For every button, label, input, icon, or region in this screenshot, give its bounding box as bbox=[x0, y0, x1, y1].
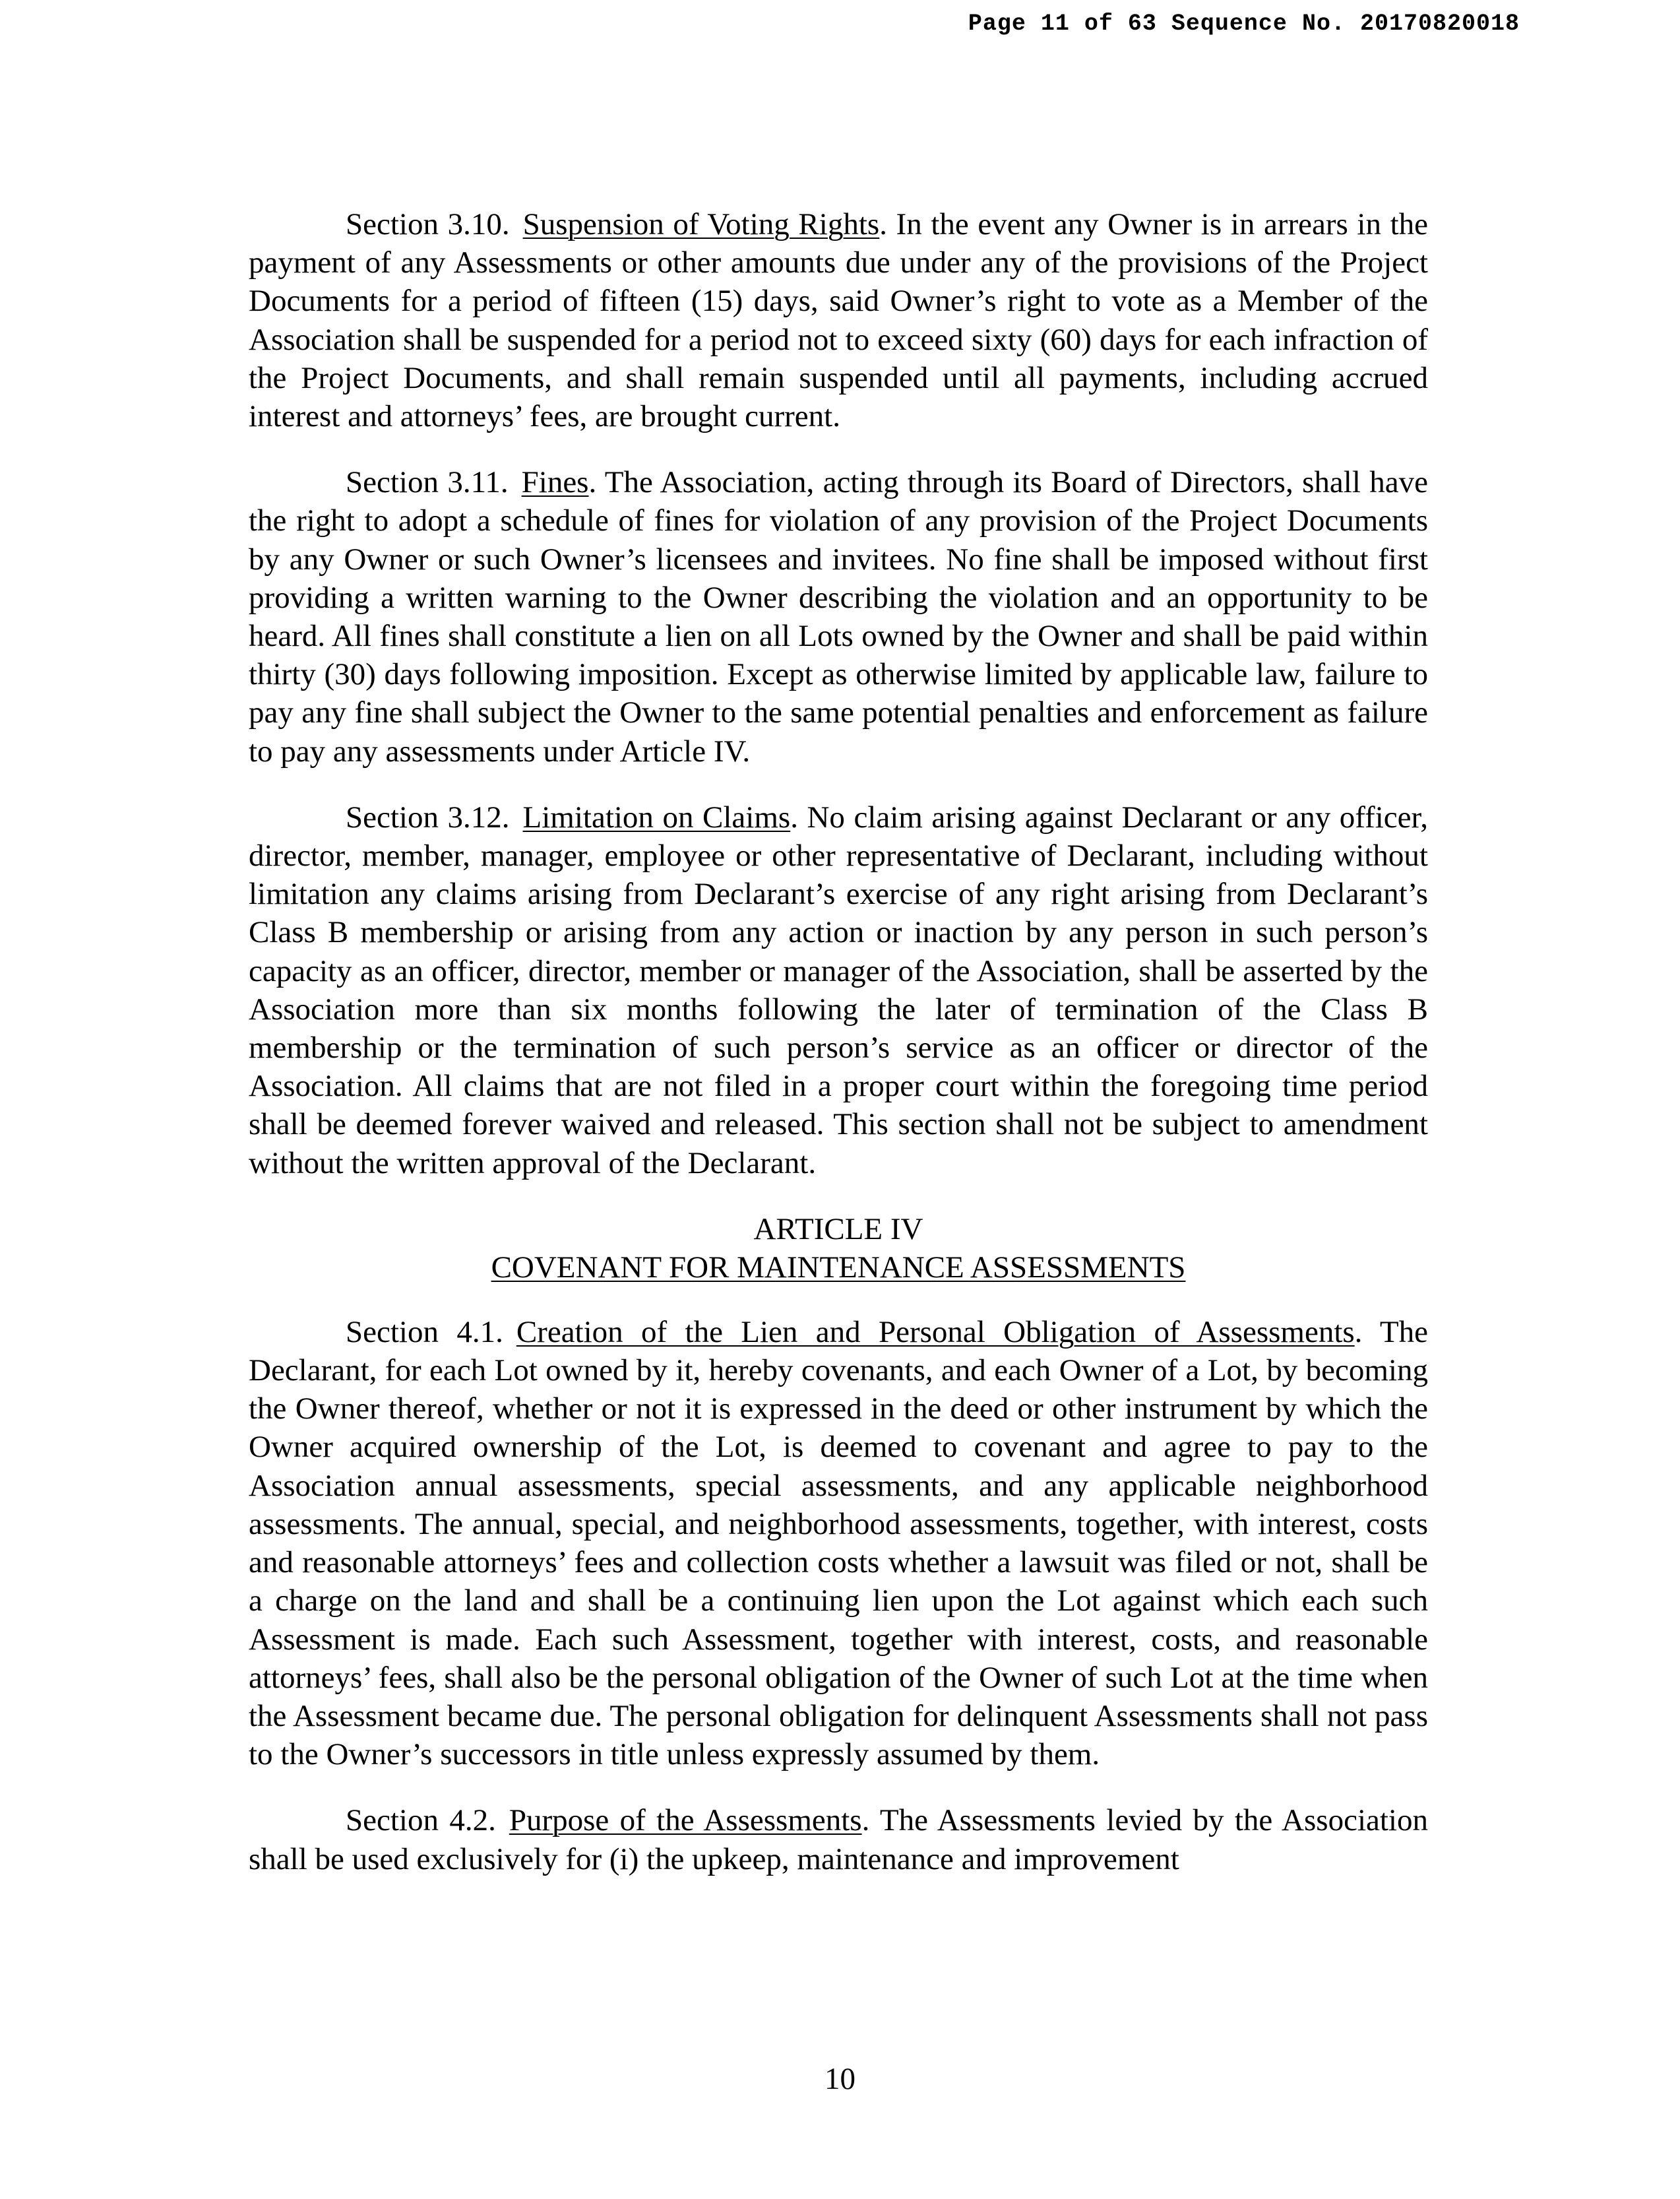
section-4-1 bbox=[249, 1313, 1428, 1773]
section-title: Limitation on Claims bbox=[522, 800, 791, 835]
section-number: Section 4.2. bbox=[346, 1803, 496, 1838]
article-title: COVENANT FOR MAINTENANCE ASSESSMENTS bbox=[491, 1250, 1186, 1285]
page-number: 10 bbox=[824, 2062, 856, 2096]
section-text: . The Assessments levied by the Association shall be used exclusively for (i) the upkeep, maintenance and improvement bbox=[249, 1803, 1428, 1876]
section-text: . No claim arising against Declarant or any officer, director, member, manager, employee or other representative of Declarant, including without limitation any claims arising from Declarant’s exercise of any right arising from Declarant’s Class B membership or arising from any action or inaction by any person in such person’s capacity as an officer, director, member or manager of the Association, shall be asserted by the Association more than six months following the later of termination of the Class B membership or the termination of such person’s service as an officer or director of the Association. All claims that are not filed in a proper court within the foregoing time period shall be deemed forever waived and released. This section shall not be subject to amendment without the written approval of the Declarant. bbox=[249, 800, 1429, 1180]
page-sequence-header: Page 11 of 63 Sequence No. 20170820018 bbox=[968, 11, 1520, 37]
section-text: . The Declarant, for each Lot owned by it, hereby covenants, and each Owner of a Lot, by becoming the Owner thereof, whether or not it is expressed in the deed or other instrument by which the Owner acquired ownership of the Lot, is deemed to covenant and agree to pay to the Association annual assessments, special assessments, and any applicable neighborhood assessments. The annual, special, and neighborhood assessments, together, with interest, costs and reasonable attorneys’ fees and collection costs whether a lawsuit was filed or not, shall be a charge on the land and shall be a continuing lien upon the Lot against which each such Assessment is made. Each such Assessment, together with interest, costs, and reasonable attorneys’ fees, shall also be the personal obligation of the Owner of such Lot at the time when the Assessment became due. The personal obligation for delinquent Assessments shall not pass to the Owner’s successors in title unless expressly assumed by them. bbox=[249, 1314, 1428, 1772]
section-4-2 bbox=[249, 1801, 1428, 1878]
article-heading bbox=[249, 1210, 1428, 1287]
section-3-12 bbox=[249, 798, 1428, 1182]
section-number: Section 4.1. bbox=[346, 1314, 503, 1349]
section-3-10 bbox=[249, 205, 1428, 435]
section-3-11 bbox=[249, 463, 1428, 771]
article-label: ARTICLE IV bbox=[753, 1211, 923, 1246]
document-body bbox=[249, 205, 1428, 1878]
section-text: . In the event any Owner is in arrears in the payment of any Assessments or other amounts due under any of the provisions of the Project Documents for a period of fifteen (15) days, said Owner’s right to vote as a Member of the Association shall be suspended for a period not to exceed sixty (60) days for each infraction of the Project Documents, and shall remain suspended until all payments, including accrued interest and attorneys’ fees, are brought current. bbox=[249, 207, 1428, 434]
section-title: Purpose of the Assessments bbox=[509, 1803, 862, 1838]
section-title: Creation of the Lien and Personal Obligation of Assessments bbox=[516, 1314, 1355, 1349]
section-number: Section 3.12. bbox=[346, 800, 510, 835]
section-text: . The Association, acting through its Board of Directors, shall have the right to adopt a schedule of fines for violation of any provision of the Project Documents by any Owner or such Owner’s licensees and invitees. No fine shall be imposed without first providing a written warning to the Owner describing the violation and an opportunity to be heard. All fines shall constitute a lien on all Lots owned by the Owner and shall be paid within thirty (30) days following imposition. Except as otherwise limited by applicable law, failure to pay any fine shall subject the Owner to the same potential penalties and enforcement as failure to pay any assessments under Article IV. bbox=[249, 465, 1428, 769]
section-title: Fines bbox=[521, 465, 589, 500]
section-title: Suspension of Voting Rights bbox=[522, 207, 880, 241]
section-number: Section 3.11. bbox=[346, 465, 509, 500]
section-number: Section 3.10. bbox=[346, 207, 510, 241]
